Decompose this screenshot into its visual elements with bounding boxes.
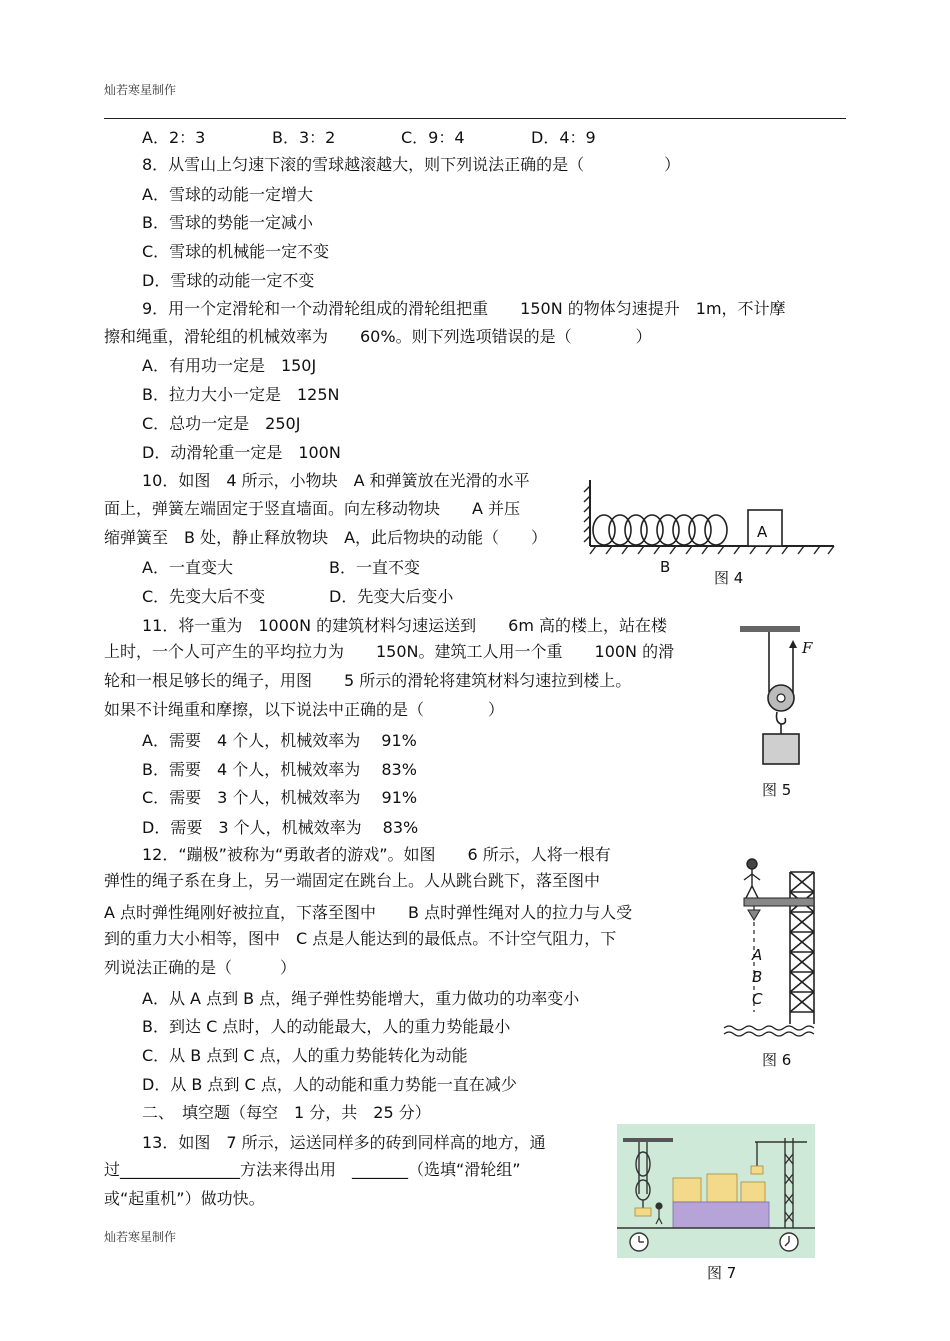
q10-option-a: A．一直变大 — [142, 558, 233, 577]
q11-option-b: B．需要 4 个人，机械效率为 83% — [142, 760, 417, 779]
q10-line2: 面上，弹簧左端固定于竖直墙面。向左移动物块 A 并压 — [104, 499, 521, 518]
jump-platform — [744, 898, 814, 906]
q8-option-b: B．雪球的势能一定减小 — [142, 213, 313, 232]
q11-option-d: D．需要 3 个人，机械效率为 83% — [142, 818, 419, 837]
figure-5-force-label: F — [802, 639, 813, 657]
q7-option-c: C．9：4 — [401, 128, 465, 147]
figure-7-caption: 图 7 — [707, 1264, 737, 1282]
q8-option-d: D．雪球的动能一定不变 — [142, 271, 315, 290]
q12-option-a: A．从 A 点到 B 点，绳子弹性势能增大，重力做功的功率变小 — [142, 989, 580, 1008]
q12-line1: 12．“蹦极”被称为“勇敢者的游戏”。如图 6 所示，人将一根有 — [142, 845, 611, 864]
figure-4-spring-diagram — [582, 478, 842, 558]
load-weight — [763, 734, 799, 764]
figure-6-caption: 图 6 — [762, 1051, 792, 1069]
q7-option-b: B．3：2 — [272, 128, 336, 147]
q8-option-c: C．雪球的机械能一定不变 — [142, 242, 330, 261]
figure-7-pulley-vs-crane-diagram — [617, 1124, 815, 1258]
q9-stem-line2: 擦和绳重，滑轮组的机械效率为 60%。则下列选项错误的是（ ） — [104, 327, 652, 346]
q9-stem-line1: 9．用一个定滑轮和一个动滑轮组成的滑轮组把重 150N 的物体匀速提升 1m，不计摩 — [142, 299, 786, 318]
figure-5-caption: 图 5 — [762, 781, 792, 799]
clock-icon — [780, 1233, 798, 1251]
q12-option-c: C．从 B 点到 C 点，人的重力势能转化为动能 — [142, 1046, 468, 1065]
q8-stem: 8．从雪山上匀速下滚的雪球越滚越大，则下列说法正确的是（ ） — [142, 155, 681, 174]
q12-line3: A 点时弹性绳刚好被拉直，下落至图中 B 点时弹性绳对人的拉力与人受 — [104, 903, 633, 922]
q13-line2: 过_______________方法来得出用 _______（选填“滑轮组” — [104, 1160, 521, 1179]
q11-line1: 11．将一重为 1000N 的建筑材料匀速运送到 6m 高的楼上，站在楼 — [142, 616, 667, 635]
spring-coils — [593, 515, 727, 545]
q9-option-d: D．动滑轮重一定是 100N — [142, 443, 341, 462]
figure-6-point-b: B — [752, 968, 763, 986]
q10-option-d: D．先变大后变小 — [329, 587, 454, 606]
section-2-title: 二、 填空题（每空 1 分，共 25 分） — [142, 1103, 431, 1122]
page-header: 灿若寒星制作 — [104, 83, 177, 97]
q7-option-a: A．2：3 — [142, 128, 206, 147]
q9-option-b: B．拉力大小一定是 125N — [142, 385, 340, 404]
jumper — [744, 859, 760, 898]
q12-line5: 列说法正确的是（ ） — [104, 958, 297, 977]
q12-option-b: B．到达 C 点时，人的动能最大，人的重力势能最小 — [142, 1017, 511, 1036]
q9-option-c: C．总功一定是 250J — [142, 414, 301, 433]
q12-line4: 到的重力大小相等，图中 C 点是人能达到的最低点。不计空气阻力，下 — [104, 929, 617, 948]
q13-line3: 或“起重机”）做功快。 — [104, 1189, 265, 1208]
q11-line2: 上时，一个人可产生的平均拉力为 150N。建筑工人用一个重 100N 的滑 — [104, 642, 675, 661]
q12-option-d: D．从 B 点到 C 点，人的动能和重力势能一直在减少 — [142, 1075, 517, 1094]
q11-option-a: A．需要 4 个人，机械效率为 91% — [142, 731, 417, 750]
q13-line1: 13．如图 7 所示，运送同样多的砖到同样高的地方，通 — [142, 1133, 546, 1152]
q12-line2: 弹性的绳子系在身上，另一端固定在跳台上。人从跳台跳下，落至图中 — [104, 871, 601, 890]
q11-option-c: C．需要 3 个人，机械效率为 91% — [142, 788, 418, 807]
page-footer: 灿若寒星制作 — [104, 1230, 177, 1244]
figure-6-bungee-tower-diagram — [722, 852, 822, 1042]
figure-4-point-label: B — [660, 558, 671, 576]
q11-line4: 如果不计绳重和摩擦，以下说法中正确的是（ ） — [104, 700, 505, 719]
q10-line1: 10．如图 4 所示，小物块 A 和弹簧放在光滑的水平 — [142, 471, 530, 490]
q8-option-a: A．雪球的动能一定增大 — [142, 185, 313, 204]
header-rule — [104, 118, 846, 119]
q11-line3: 轮和一根足够长的绳子，用图 5 所示的滑轮将建筑材料匀速拉到楼上。 — [104, 671, 632, 690]
q10-line3: 缩弹簧至 B 处，静止释放物块 A，此后物块的动能（ ） — [104, 528, 548, 547]
q10-option-c: C．先变大后不变 — [142, 587, 266, 606]
figure-6-point-c: C — [752, 990, 763, 1008]
figure-4-block-label: A — [757, 523, 768, 541]
figure-6-point-a: A — [752, 946, 763, 964]
clock-icon — [630, 1233, 648, 1251]
q10-option-b: B．一直不变 — [329, 558, 420, 577]
q9-option-a: A．有用功一定是 150J — [142, 356, 317, 375]
figure-4-caption: 图 4 — [714, 569, 744, 587]
q7-option-d: D．4：9 — [531, 128, 596, 147]
